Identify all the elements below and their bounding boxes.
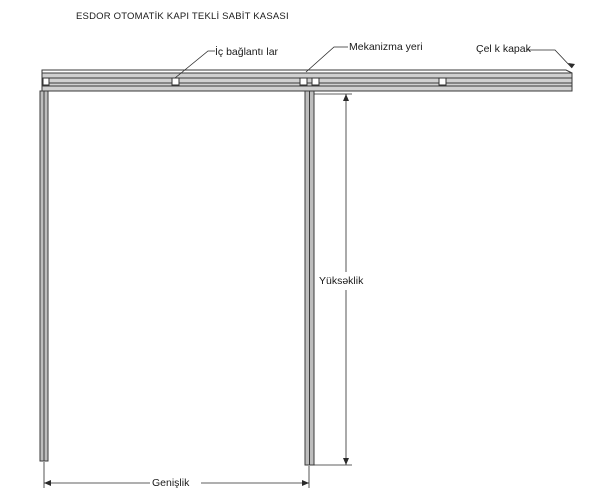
bolt-mid-left [300, 78, 307, 85]
callout-steel-cover [476, 43, 575, 68]
label-height: Yüksəklik [319, 275, 364, 287]
label-inner-connections: İç bağlantı lar [215, 46, 279, 58]
drawing-title: ESDOR OTOMATİK KAPI TEKLİ SABİT KASASI [76, 11, 289, 22]
label-width: Genişlik [152, 477, 190, 489]
width-dimension [44, 462, 309, 489]
bolt-inner [172, 78, 179, 85]
label-mechanism: Mekanizma yeri [349, 41, 423, 53]
callout-mechanism [306, 41, 423, 72]
middle-jamb [305, 91, 314, 465]
bolt-right [439, 78, 446, 85]
height-dimension [314, 94, 364, 465]
bolt-mid-right [312, 78, 319, 85]
label-steel-cover: Çel k kapak [476, 43, 531, 55]
left-jamb [40, 91, 48, 461]
bolt-left [43, 78, 49, 85]
